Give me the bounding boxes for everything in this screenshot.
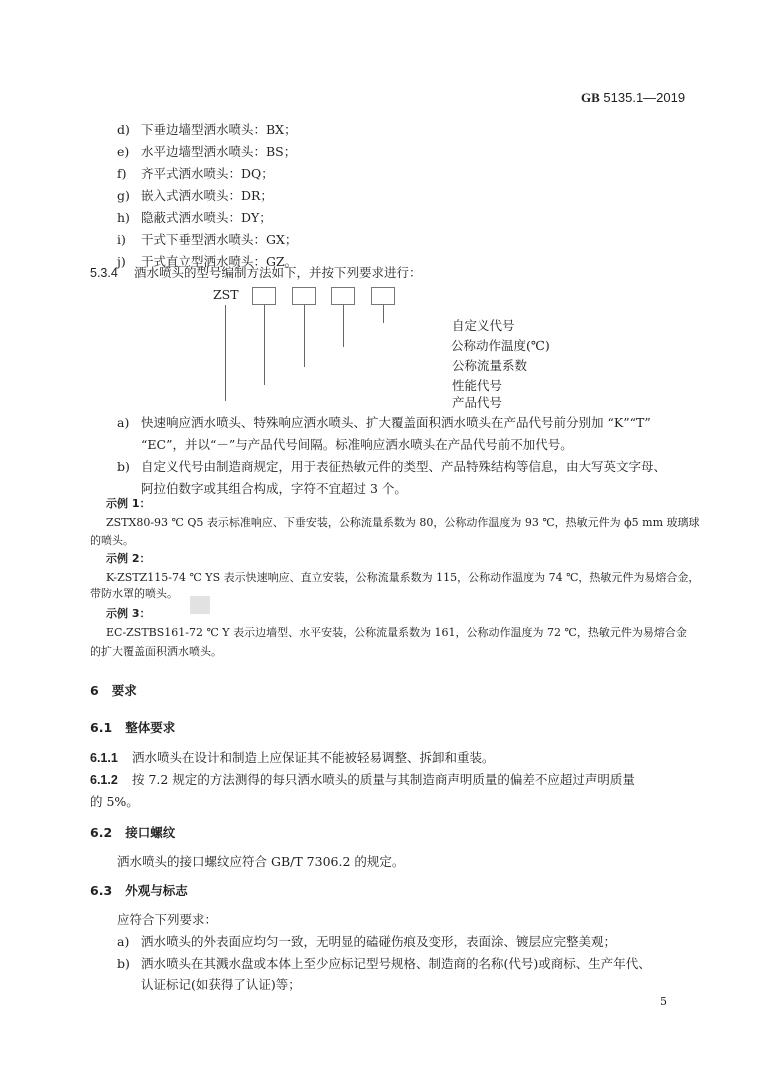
leader-line-performance <box>264 305 265 385</box>
standard-number: 5135.1—2019 <box>603 90 686 105</box>
list-item-continuation: “EC”，并以“－”与产品代号间隔。标准响应洒水喷头在产品代号前不加代号。 <box>141 437 573 452</box>
standard-prefix: GB <box>581 90 600 105</box>
subsection-heading: 6.3 外观与标志 <box>90 883 188 898</box>
code-box-1 <box>252 287 276 305</box>
subsection-heading: 6.2 接口螺纹 <box>90 825 176 840</box>
leader-line-flow <box>304 305 305 367</box>
section-heading: 6 要求 <box>90 683 137 698</box>
list-item: h) 隐蔽式洒水喷头：DY； <box>117 210 272 225</box>
list-item-continuation: 认证标记(如获得了认证)等； <box>141 977 301 992</box>
diagram-label: 产品代号 <box>452 395 503 410</box>
example-label: 示例 3： <box>106 607 151 620</box>
page-number: 5 <box>660 995 667 1008</box>
subsection-heading: 6.1 整体要求 <box>90 720 176 735</box>
example-text: EC-ZSTBS161-72 ℃ Y 表示边墙型、水平安装，公称流量系数为 161，公称动作温度为 72 ℃，热敏元件为易熔合金 <box>106 626 687 639</box>
example-text: 的扩大覆盖面积洒水喷头。 <box>90 645 222 658</box>
list-item: i) 干式下垂型洒水喷头：GX； <box>117 232 298 247</box>
diagram-label: 公称流量系数 <box>452 358 528 373</box>
list-item: a) 快速响应洒水喷头、特殊响应洒水喷头、扩大覆盖面积洒水喷头在产品代号前分别加 “K”“T” <box>117 415 651 430</box>
example-text: 带防水罩的喷头。 <box>90 587 178 600</box>
example-text: K-ZSTZ115-74 ℃ YS 表示快速响应、直立安装，公称流量系数为 115，公称动作温度为 74 ℃，热敏元件为易熔合金， <box>106 571 700 584</box>
diagram-label: 公称动作温度(℃) <box>451 338 550 353</box>
leader-line-product <box>225 305 226 401</box>
list-item: b) 洒水喷头在其溅水盘或本体上至少应标记型号规格、制造商的名称(代号)或商标、生产年代、 <box>117 956 651 971</box>
example-label: 示例 1： <box>106 497 151 510</box>
list-item: e) 水平边墙型洒水喷头：BS； <box>117 144 297 159</box>
diagram-prefix: ZST <box>213 287 239 302</box>
code-box-3 <box>331 287 355 305</box>
list-item: g) 嵌入式洒水喷头：DR； <box>117 188 273 203</box>
list-item: d) 下垂边墙型洒水喷头：BX； <box>117 122 297 137</box>
example-text: ZSTX80-93 ℃ Q5 表示标准响应、下垂安装，公称流量系数为 80，公称动作温度为 93 ℃，热敏元件为 ϕ5 mm 玻璃球 <box>106 516 700 529</box>
list-item: f) 齐平式洒水喷头：DQ； <box>117 166 274 181</box>
list-item: a) 洒水喷头的外表面应均匀一致，无明显的磕碰伤痕及变形，表面涂、镀层应完整美观； <box>117 934 617 949</box>
clause-6-1-2-continuation: 的 5%。 <box>90 794 139 809</box>
leader-line-custom <box>383 305 384 323</box>
diagram-label: 性能代号 <box>452 378 503 393</box>
example-label: 示例 2： <box>106 552 151 565</box>
standard-header <box>581 90 685 106</box>
clause-6-1-2: 6.1.2 按 7.2 规定的方法测得的每只洒水喷头的质量与其制造商声明质量的偏差不应超过声明质量 <box>90 772 635 787</box>
leader-line-temperature <box>343 305 344 347</box>
clause-5-3-4: 5.3.4 酒水喷头的型号编制方法如下，并按下列要求进行： <box>90 265 422 280</box>
list-item: j) 干式直立型洒水喷头：GZ。 <box>117 254 298 269</box>
code-box-2 <box>292 287 316 305</box>
clause-6-1-1: 6.1.1 洒水喷头在设计和制造上应保证其不能被轻易调整、拆卸和重装。 <box>90 750 495 765</box>
example-text: 的喷头。 <box>90 534 134 547</box>
paragraph: 洒水喷头的接口螺纹应符合 GB/T 7306.2 的规定。 <box>117 854 405 869</box>
list-item: b) 自定义代号由制造商规定，用于表征热敏元件的类型、产品特殊结构等信息，由大写英文字母、 <box>117 459 667 474</box>
scan-artifact <box>190 596 210 614</box>
paragraph: 应符合下列要求： <box>117 912 218 927</box>
code-box-4 <box>371 287 395 305</box>
diagram-label: 自定义代号 <box>452 318 515 333</box>
list-item-continuation: 阿拉伯数字或其组合构成，字符不宜超过 3 个。 <box>141 481 407 496</box>
